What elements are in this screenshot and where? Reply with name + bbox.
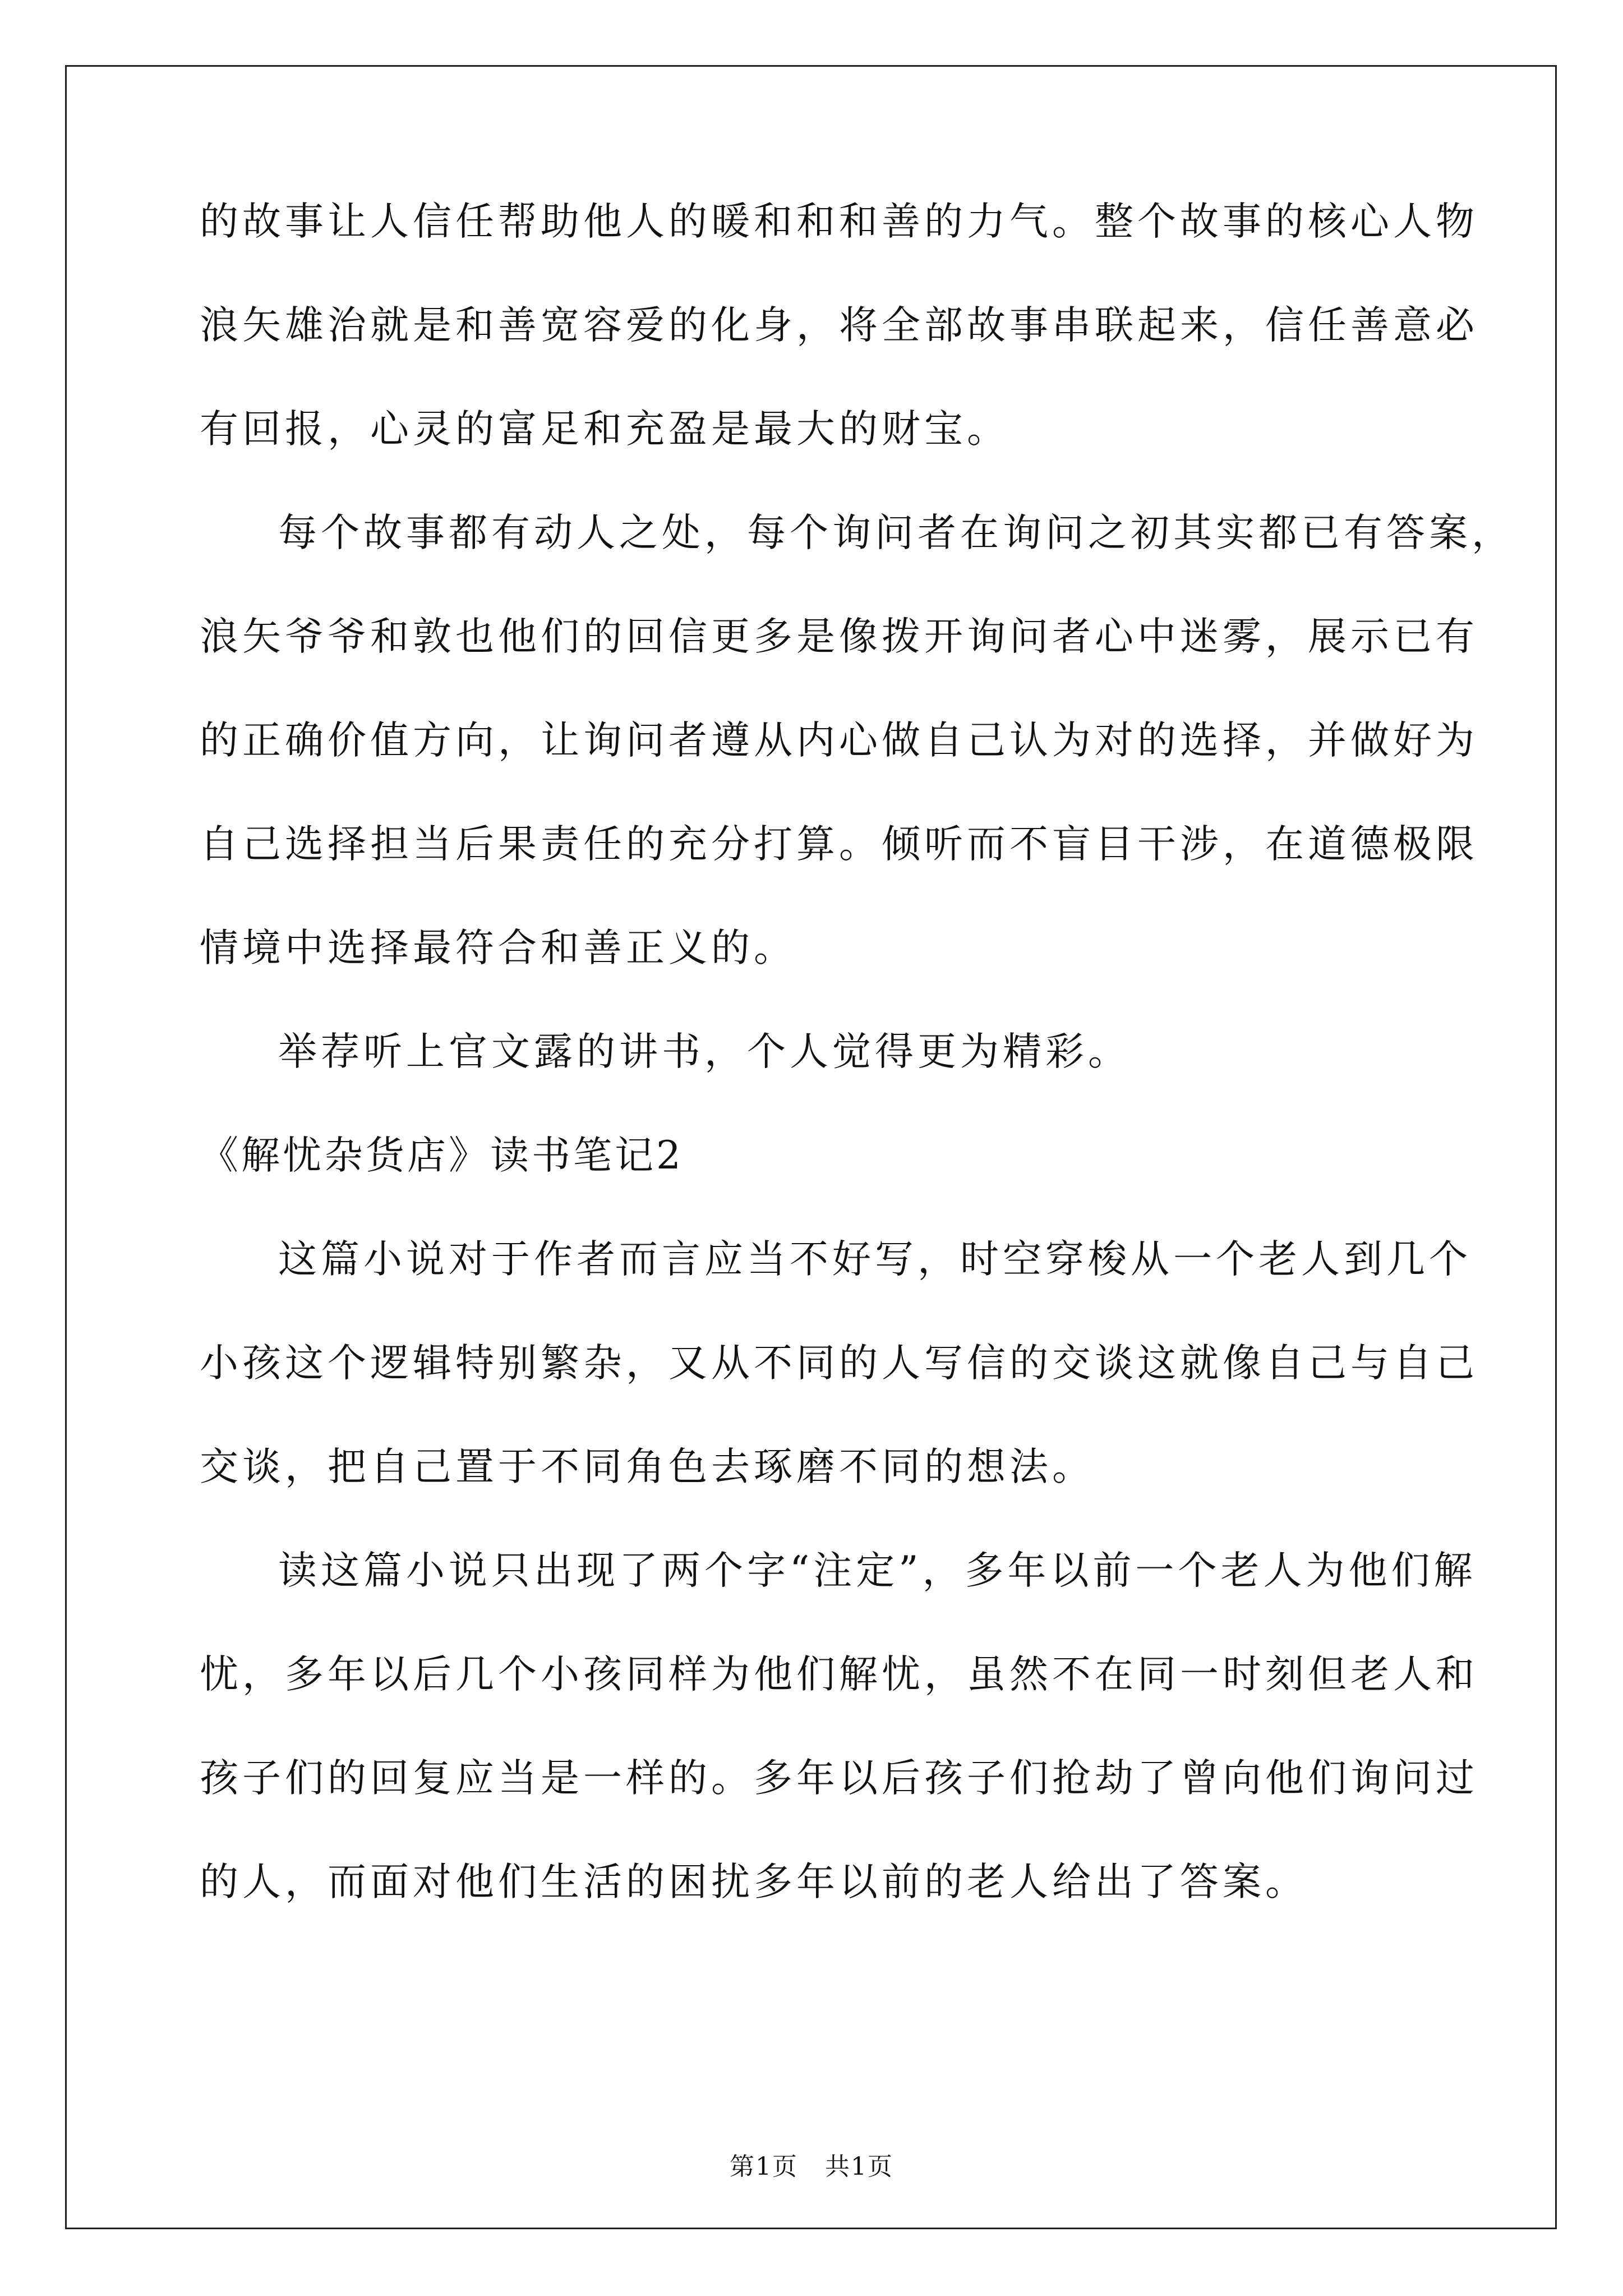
paragraph-first-line: 每个故事都有动人之处，每个询问者在询问之初其实都已有答案， (278, 510, 1514, 555)
paragraph-line: 忧，多年以后几个小孩同样为他们解忧，虽然不在同一时刻但老人和 (200, 1652, 1478, 1697)
paragraph-line: 情境中选择最符合和善正义的。 (200, 926, 796, 970)
paragraph-line: 小孩这个逻辑特别繁杂，又从不同的人写信的交谈这就像自己与自己 (200, 1341, 1478, 1386)
paragraph-first-line: 举荐听上官文露的讲书，个人觉得更为精彩。 (278, 1029, 1131, 1074)
document-body (200, 199, 1514, 1963)
paragraph-line: 孩子们的回复应当是一样的。多年以后孩子们抢劫了曾向他们询问过 (200, 1756, 1478, 1801)
paragraph-line: 的故事让人信任帮助他人的暖和和和善的力气。整个故事的核心人物 (200, 199, 1478, 244)
page-number-footer: 第1页 共1页 (730, 2152, 893, 2181)
paragraph-first-line: 这篇小说对于作者而言应当不好写，时空穿梭从一个老人到几个 (278, 1237, 1472, 1282)
paragraph-line: 的人，而面对他们生活的困扰多年以前的老人给出了答案。 (200, 1860, 1308, 1904)
paragraph-line: 浪矢雄治就是和善宽容爱的化身，将全部故事串联起来，信任善意必 (200, 303, 1478, 348)
paragraph-first-line: 读这篇小说只出现了两个字“注定”，多年以前一个老人为他们解 (278, 1548, 1477, 1593)
paragraph-line: 自己选择担当后果责任的充分打算。倾听而不盲目干涉，在道德极限 (200, 822, 1478, 867)
paragraph-line: 浪矢爷爷和敦也他们的回信更多是像拨开询问者心中迷雾，展示已有 (200, 614, 1478, 659)
paragraph-line: 有回报，心灵的富足和充盈是最大的财宝。 (200, 407, 1009, 452)
section-heading: 《解忧杂货店》读书笔记2 (200, 1133, 684, 1178)
paragraph-line: 交谈，把自己置于不同角色去琢磨不同的想法。 (200, 1444, 1095, 1489)
paragraph-line: 的正确价值方向，让询问者遵从内心做自己认为对的选择，并做好为 (200, 718, 1478, 763)
